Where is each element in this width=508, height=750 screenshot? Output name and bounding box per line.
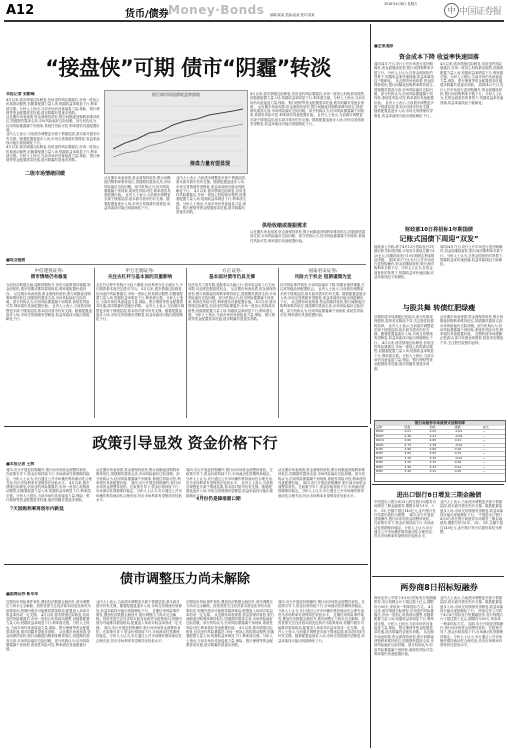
lead-right-text-2	[250, 230, 366, 254]
middle-col-3	[186, 468, 274, 560]
opinion-text-3	[188, 283, 276, 413]
repo-table-cell: 2.36	[403, 434, 428, 438]
right-column-divider-lower	[370, 428, 371, 748]
repo-table-cell: 3.05	[428, 452, 453, 456]
lead-para2-text: 从近期市场表现看,资金面保持宽松,银行间隔夜回购利率维持低位,国债期货震荡走高,市场风险偏好边际回暖。部分机构认为,信用风险暴露属个别现象,系统性风险可控,利率债仍具备配置价值。	[6, 115, 100, 133]
convertible-text-b: 业内人士表示,当前债市调整更多源于情绪层面,基本面对债市仍有支撑。随着配置盘逐步入场,市场交易情绪有望修复,收益率曲线可能出现陡峭化下行。	[374, 323, 434, 345]
right-mid-text	[374, 500, 436, 572]
repo-table	[375, 426, 505, 474]
opinion-divider-2	[186, 268, 187, 418]
middle-col-2-b: 周四,央行开展逆回购操作,银行间市场资金面整体宽松。在政策引导下,资金价格持续下行,市场流动性预期保持稳定。分析人士认为,央行通过公开市场操作维持流动性合理充裕,货币市场利率有望保持在较低水平。	[96, 480, 182, 503]
bond-box-subtitle: 记账式国债下周迎“双发”	[399, 235, 479, 243]
right-text-a: 周四(4月7日),央行公开市场进行逆回购操作,资金面继续宽松,银行间回购利率多数下行。分析人士认为,在资金面宽松的背景下,短端收益率快速回落,收益率曲线趋于陡峭化。	[374, 62, 434, 84]
lead-para3-text: 业内人士表示,当前债市调整更多源于情绪层面,基本面对债市仍有支撑。随着配置盘逐步入场,市场交易情绪有望修复,收益率曲线可能出现陡峭化下行。	[6, 132, 100, 145]
middle-subhead-1: 7天回购利率再创年内新低	[10, 507, 64, 512]
middle-col-4-b: 周四,央行开展逆回购操作,银行间市场资金面整体宽松。在政策引导下,资金价格持续下行,市场流动性预期保持稳定。分析人士认为,央行通过公开市场操作维持流动性合理充裕,货币市场利率有望保持在较低水平。	[278, 480, 366, 498]
lead-subhead-3: 供给收缩或提振需求	[262, 223, 308, 229]
repo-table-cell: 3.22	[428, 461, 453, 465]
repo-table-cell: 0.00	[454, 470, 482, 474]
repo-table-cell: R6M	[375, 465, 403, 469]
bond-box-text-b: 周四(4月7日),央行公开市场进行逆回购操作,资金面继续宽松,银行间回购利率多数下行。分析人士认为,在资金面宽松的背景下,短端收益率快速回落,收益率曲线趋于陡峭化。	[374, 257, 434, 280]
repo-table-cell: 0.02	[454, 452, 482, 456]
right-bottom-headline: 两券商8日招标短融券	[400, 583, 478, 592]
right-bottom-text-c: 从近期市场表现看,资金面保持宽松,银行间隔夜回购利率维持低位,国债期货震荡走高,市场风险偏好边际回暖。部分机构认为,信用风险暴露属个别现象,系统性风险可控,利率债仍具备配置价值。	[374, 630, 434, 656]
opinion-divider-3	[278, 268, 279, 418]
middle-col-3-a: 周四,央行开展逆回购操作,银行间市场资金面整体宽松。在政策引导下,资金价格持续下行,市场流动性预期保持稳定。分析人士认为,央行通过公开市场操作维持流动性合理充裕,货币市场利率有望保持在较低水平。	[186, 468, 273, 485]
right-mid-text-b: 周四,央行开展逆回购操作,银行间市场资金面整体宽松。在政策引导下,资金价格持续下行,市场流动性预期保持稳定。分析人士认为,央行通过公开市场操作维持流动性合理充裕,货币市场利率有望保持在较低水平。	[374, 512, 434, 539]
repo-table-cell: —	[482, 434, 505, 438]
repo-table-row	[375, 470, 505, 474]
convertible-text-d: 从近期市场表现看,资金面保持宽松,银行间隔夜回购利率维持低位,国债期货震荡走高,市场风险偏好边际回暖。部分机构认为,信用风险暴露属个别现象,系统性风险可控,利率债仍具备配置价值。	[440, 315, 504, 337]
convertible-text	[374, 315, 436, 415]
page-number: A12	[6, 3, 35, 18]
lead-para1-repeat: 4月以来,债市情绪边际修复,信用违约风险暴露后,市场一度担心机构被动抛售,但随着配置力量入场,短端收益率明显下行,利率债走强。分析人士指出,当前市场仍具备接盘力量,保险、银行理财等资金配置需求旺盛,债市阴霾有望逐步消散。	[6, 145, 100, 163]
repo-table-cell: 2.65	[428, 439, 453, 443]
repo-table-cell: R4M	[375, 461, 403, 465]
opinion-text-1c: 业内人士表示,当前债市调整更多源于情绪层面,基本面对债市仍有支撑。随着配置盘逐步入场,市场交易情绪有望修复,收益率曲线可能出现陡峭化下行。	[6, 304, 92, 322]
opinion-title-4: 风险大于机会 短期谨慎为宜	[294, 275, 352, 280]
bottom-tag: ■国海证券 靳毕华	[6, 592, 39, 596]
lead-headline: “接盘侠”可期 债市“阴霾”转淡	[45, 56, 331, 80]
right-text-d: 4月以来,债市情绪边际修复,信用违约风险暴露后,市场一度担心机构被动抛售,但随着配置力量入场,短端收益率明显下行,利率债走强。分析人士指出,当前市场仍具备接盘力量,保险、银行理财等资金配置需求旺盛,债市阴霾有望逐步消散。	[440, 62, 504, 88]
bond-box-text-a: 财政部公告称,将于4月13日招标发行1年期记账式贴现国债,计划发行面值总额为120亿元,同期将续发行10年期固定利率附息国债。	[374, 245, 435, 262]
right-mid-text-a: 中国进出口银行4月8日将在银行间债券市场增发三期金融债券,期限分别为1年、3年、5年,总额不超过140亿元,业内预计发行结果仍将较为理想。	[374, 500, 436, 517]
repo-table-cell: -0.02	[454, 443, 482, 447]
middle-col-4-a: 从近期市场表现看,资金面保持宽松,银行间隔夜回购利率维持低位,国债期货震荡走高,市场风险偏好边际回暖。部分机构认为,信用风险暴露属个别现象,系统性风险可控,利率债仍具备配置价值。	[278, 468, 366, 485]
bottom-col-1-b: 4月以来,债市情绪边际修复,信用违约风险暴露后,市场一度担心机构被动抛售,但随着配置力量入场,短端收益率明显下行,利率债走强。分析人士指出,当前市场仍具备接盘力量,保险、银行理财等资金配置需求旺盛,债市阴霾有望逐步消散。	[6, 612, 90, 635]
lead-para1-text: 4月以来,债市情绪边际修复,信用违约风险暴露后,市场一度担心机构被动抛售,但随着配置力量入场,短端收益率明显下行,利率债走强。分析人士指出,当前市场仍具备接盘力量,保险、银行理财等资金配置需求旺盛,债市阴霾有望逐步消散。	[6, 98, 100, 115]
opinion-title-3: 基本面对债市仍具支撑	[209, 275, 255, 280]
right-bottom-text-b: 4月以来,债市情绪边际修复,信用违约风险暴露后,市场一度担心机构被动抛售,但随着配置力量入场,短端收益率明显下行,利率债走强。分析人士指出,当前市场仍具备接盘力量,保险、银行理财等资金配置需求旺盛,债市阴霾有望逐步消散。	[374, 604, 434, 635]
repo-table-cell: -0.01	[454, 456, 482, 460]
repo-table-cell: 2.01	[403, 430, 428, 434]
lead-subhead-2: 接盘力量有望显现	[190, 161, 231, 167]
bottom-col-4-b: 近期信用风险事件频发,叠加经济数据企稳回升,债市调整压力尚未完全解除。投资者需关注经济基本面变化和货币政策取向,短期内债市可能维持震荡格局,配置盘入场或对收益率形成一定支撑。	[278, 612, 365, 630]
right-mid-text-c: 业内人士表示,当前债市调整更多源于情绪层面,基本面对债市仍有支撑。随着配置盘逐步入场,市场交易情绪有望修复,收益率曲线可能出现陡峭化下行。	[440, 500, 504, 517]
middle-col-4	[278, 468, 366, 560]
repo-table-title: 银行间债券市场质押式回购利率	[375, 421, 505, 426]
right-bottom-text-d: 业内人士表示,当前债市调整更多源于情绪层面,基本面对债市仍有支撑。随着配置盘逐步入场,市场交易情绪有望修复,收益率曲线可能出现陡峭化下行。	[440, 596, 504, 613]
opinion-text-4a: 信用风险事件频发,市场风险偏好下降,短期宜保持谨慎,关注高等级品种配置机会。	[280, 283, 365, 292]
opinion-text-2a: 去杠杆过程中机构行为趋于谨慎,信用利差存在走阔压力,中长期看基本面决定债市方向。	[96, 283, 183, 292]
repo-table-cell: 2.95	[428, 448, 453, 452]
repo-table-cell: 3.15	[428, 456, 453, 460]
bottom-col-2-c: 周四,央行开展逆回购操作,银行间市场资金面整体宽松。在政策引导下,资金价格持续下行,市场流动性预期保持稳定。分析人士认为,央行通过公开市场操作维持流动性合理充裕,货币市场利率有望保持在较低水平。	[96, 625, 182, 643]
repo-table-cell: 2.73	[403, 443, 428, 447]
opinion-title-2: 关注去杠杆与基本面的双重影响	[107, 275, 173, 280]
repo-table-box	[374, 420, 506, 482]
convertible-text-c: 4月以来,债市情绪边际修复,信用违约风险暴露后,市场一度担心机构被动抛售,但随着配置力量入场,短端收益率明显下行,利率债走强。分析人士指出,当前市场仍具备接盘力量,保险、银行理财等资金配置需求旺盛,债市阴霾有望逐步消散。	[374, 340, 434, 371]
convertible-headline: 与股共舞 转债红肥绿瘦	[402, 304, 476, 312]
repo-table-cell: —	[482, 470, 505, 474]
bottom-rule	[4, 564, 368, 565]
repo-table-cell: 3.20	[403, 461, 428, 465]
right-bottom-text-2	[440, 596, 504, 746]
col-header: 成交	[482, 426, 505, 430]
bottom-col-4	[278, 600, 366, 746]
bond-box-text	[374, 245, 436, 300]
bond-box-title: 财政部10日将招标1年期国债	[405, 227, 473, 233]
col-header: 收盘	[403, 426, 428, 430]
convertible-text-2	[440, 315, 504, 415]
repo-table-cell: 3.00	[403, 452, 428, 456]
middle-col-2-a: 从近期市场表现看,资金面保持宽松,银行间隔夜回购利率维持低位,国债期货震荡走高,市场风险偏好边际回暖。部分机构认为,信用风险暴露属个别现象,系统性风险可控,利率债仍具备配置价值。	[96, 468, 181, 485]
col-header: 涨跌	[454, 426, 482, 430]
opinion-box-3	[188, 268, 276, 418]
repo-table-cell: -0.04	[454, 434, 482, 438]
opinion-text-3b: 从近期市场表现看,资金面保持宽松,银行间隔夜回购利率维持低位,国债期货震荡走高,市场风险偏好边际回暖。部分机构认为,信用风险暴露属个别现象,系统性风险可控,利率债仍具备配置价值。	[188, 287, 276, 305]
lead-right-para2: 从近期市场表现看,资金面保持宽松,银行间隔夜回购利率维持低位,国债期货震荡走高,市场风险偏好边际回暖。部分机构认为,信用风险暴露属个别现象,系统性风险可控,利率债仍具备配置价值。	[250, 104, 365, 118]
repo-table-cell: —	[482, 448, 505, 452]
right-column-divider	[370, 24, 371, 424]
lead-center-text-2	[176, 176, 246, 254]
repo-table-cell: —	[482, 430, 505, 434]
repo-table-cell: 2.02	[428, 430, 453, 434]
lead-subhead-1: 二级市场情绪回暖	[25, 171, 66, 177]
bottom-col-1	[6, 600, 92, 746]
repo-table-cell: R2M	[375, 452, 403, 456]
lead-center-para3: 业内人士表示,当前债市调整更多源于情绪层面,基本面对债市仍有支撑。随着配置盘逐步入场,市场交易情绪有望修复,收益率曲线可能出现陡峭化下行。	[176, 176, 246, 193]
opinion-text-1b: 从近期市场表现看,资金面保持宽松,银行间隔夜回购利率维持低位,国债期货震荡走高,市场风险偏好边际回暖。部分机构认为,信用风险暴露属个别现象,系统性风险可控,利率债仍具备配置价值。	[6, 291, 91, 309]
opinion-text-4	[280, 283, 366, 413]
lead-right-text	[250, 92, 366, 222]
bond-box-text-c: 周四(4月7日),央行公开市场进行逆回购操作,资金面继续宽松,银行间回购利率多数下行。分析人士认为,在资金面宽松的背景下,短端收益率快速回落,收益率曲线趋于陡峭化。	[440, 245, 504, 267]
repo-table-cell: R021	[375, 443, 403, 447]
middle-col-1	[6, 468, 92, 560]
bottom-col-3	[186, 600, 274, 746]
opinion-text-3c: 4月以来,债市情绪边际修复,信用违约风险暴露后,市场一度担心机构被动抛售,但随着配置力量入场,短端收益率明显下行,利率债走强。分析人士指出,当前市场仍具备接盘力量,保险、银行理财等资金配置需求旺盛,债市阴霾有望逐步消散。	[188, 300, 276, 322]
bottom-col-2-b: 近期信用风险事件频发,叠加经济数据企稳回升,债市调整压力尚未完全解除。投资者需关注经济基本面变化和货币政策取向,短期内债市可能维持震荡格局,配置盘入场或对收益率形成一定支撑。	[96, 608, 182, 630]
middle-col-2	[96, 468, 182, 560]
repo-table-cell: 2.90	[403, 448, 428, 452]
bottom-col-2-a: 业内人士表示,当前债市调整更多源于情绪层面,基本面对债市仍有支撑。随着配置盘逐步入场,市场交易情绪有望修复,收益率曲线可能出现陡峭化下行。	[96, 600, 182, 613]
bottom-col-3-b: 从近期市场表现看,资金面保持宽松,银行间隔夜回购利率维持低位,国债期货震荡走高,市场风险偏好边际回暖。部分机构认为,信用风险暴露属个别现象,系统性风险可控,利率债仍具备配置价值。	[186, 612, 274, 630]
right-bottom-text-a: 两家证券公司将于4月8日招标发行短期融资券,发行规模合计不超过数十亿元,期限均为90天,采取单一利率招标方式。	[374, 596, 436, 609]
opinion-org-1: 中信建投证券:	[34, 269, 64, 274]
middle-col-1-a: 周四,央行开展逆回购操作,银行间市场资金面整体宽松。在政策引导下,资金价格持续下行,市场流动性预期保持稳定。分析人士认为,央行通过公开市场操作维持流动性合理充裕,货币市场利率有望保持在较低水平。	[6, 468, 92, 485]
bottom-col-4-c: 业内人士表示,当前债市调整更多源于情绪层面,基本面对债市仍有支撑。随着配置盘逐步入场,市场交易情绪有望修复,收益率曲线可能出现陡峭化下行。	[278, 625, 365, 643]
right-headline: 资金成本下降 收益率快速回落	[398, 54, 480, 61]
repo-table-cell: R001	[375, 430, 403, 434]
repo-table-cell: 0.00	[454, 448, 482, 452]
middle-tag: ■本报记者 王辉	[6, 462, 35, 466]
opinion-text-1a: 当前经济数据企稳,通胀预期抬升,但货币政策保持稳健,资金面宽松,债市短期或维持震荡格局,利率债配置价值仍存。	[6, 283, 91, 296]
opinion-text-3a: 经济复苏力度有限,通胀难以大幅上行,债市收益率上行空间有限,可适度把握波段机会。	[188, 283, 275, 292]
opinion-text-1	[6, 283, 92, 413]
repo-table-cell: 0.01	[454, 465, 482, 469]
lead-center-para4: 4月以来,债市情绪边际修复,信用违约风险暴露后,市场一度担心机构被动抛售,但随着配置力量入场,短端收益率明显下行,利率债走强。分析人士指出,当前市场仍具备接盘力量,保险、银行理财等资金配置需求旺盛,债市阴霾有望逐步消散。	[176, 188, 246, 215]
repo-table-cell: R014	[375, 439, 403, 443]
repo-table-cell: 2.41	[428, 434, 453, 438]
repo-table-cell: 3.30	[403, 465, 428, 469]
right-mid-text-2	[440, 500, 504, 572]
repo-table-cell: R007	[375, 434, 403, 438]
repo-table-cell: —	[482, 461, 505, 465]
chart-caption: 银行间市场国债收益率曲线	[152, 92, 200, 97]
lead-right-para3: 业内人士表示,当前债市调整更多源于情绪层面,基本面对债市仍有支撑。随着配置盘逐步入场,市场交易情绪有望修复,收益率曲线可能出现陡峭化下行。	[250, 113, 365, 127]
bottom-col-1-c: 从近期市场表现看,资金面保持宽松,银行间隔夜回购利率维持低位,国债期货震荡走高,市场风险偏好边际回暖。部分机构认为,信用风险暴露属个别现象,系统性风险可控,利率债仍具备配置价值。	[6, 630, 91, 652]
repo-table-cell: —	[482, 452, 505, 456]
opinion-text-4c: 从近期市场表现看,资金面保持宽松,银行间隔夜回购利率维持低位,国债期货震荡走高,市场风险偏好边际回暖。部分机构认为,信用风险暴露属个别现象,系统性风险可控,利率债仍具备配置价值。	[280, 300, 365, 318]
repo-table-cell: —	[482, 439, 505, 443]
opinion-org-4: 国泰君安证券:	[308, 269, 338, 274]
opinion-org-2: 申万宏源证券:	[125, 269, 155, 274]
col-header: 加权	[428, 426, 453, 430]
opinion-box-1	[6, 268, 92, 418]
repo-table-cell: 0.00	[454, 461, 482, 465]
section-english: Money·Bonds	[168, 3, 265, 17]
middle-col-3-b: 业内人士表示,当前债市调整更多源于情绪层面,基本面对债市仍有支撑。随着配置盘逐步入场,市场交易情绪有望修复,收益率曲线可能出现陡峭化下行。	[186, 480, 273, 498]
repo-table-cell: —	[482, 443, 505, 447]
opinions-rule	[6, 264, 366, 265]
repo-table-cell: 2.60	[403, 439, 428, 443]
convertible-text-e: 近期转债市场跟随正股波动,部分转债表现强势,投资者宜精选个券,关注股性较强的品种。	[440, 332, 504, 345]
bottom-col-1-a: 近期信用风险事件频发,叠加经济数据企稳回升,债市调整压力尚未完全解除。投资者需关注经济基本面变化和货币政策取向,短期内债市可能维持震荡格局,配置盘入场或对收益率形成一定支撑。	[6, 600, 91, 617]
bottom-col-2	[96, 600, 182, 746]
right-text-b: 从近期市场表现看,资金面保持宽松,银行间隔夜回购利率维持低位,国债期货震荡走高,市场风险偏好边际回暖。部分机构认为,信用风险暴露属个别现象,系统性风险可控,利率债仍具备配置价值。	[374, 79, 434, 105]
bottom-col-3-a: 近期信用风险事件频发,叠加经济数据企稳回升,债市调整压力尚未完全解除。投资者需关注经济基本面变化和货币政策取向,短期内债市可能维持震荡格局,配置盘入场或对收益率形成一定支撑。	[186, 600, 273, 617]
lead-center-para2: 业内人士表示,当前债市调整更多源于情绪层面,基本面对债市仍有支撑。随着配置盘逐步入场,市场交易情绪有望修复,收益率曲线可能出现陡峭化下行。	[104, 193, 171, 211]
right-mid-text-d: 中国进出口银行4月8日将在银行间债券市场增发三期金融债券,期限分别为1年、3年、5年,总额不超过140亿元,业内预计发行结果仍将较为理想。	[440, 512, 503, 535]
opinion-title-1: 债市情绪仍有修复	[30, 275, 68, 280]
repo-table-cell: R1M	[375, 448, 403, 452]
opinion-text-4b: 业内人士表示,当前债市调整更多源于情绪层面,基本面对债市仍有支撑。随着配置盘逐步入场,市场交易情绪有望修复,收益率曲线可能出现陡峭化下行。	[280, 287, 366, 305]
bond-box-text-2	[440, 245, 504, 300]
section-title: 货币/债券	[125, 9, 169, 20]
lead-right-para4: 从近期市场表现看,资金面保持宽松,银行间隔夜回购利率维持低位,国债期货震荡走高,市场风险偏好边际回暖。部分机构认为,信用风险暴露属个别现象,系统性风险可控,利率债仍具备配置价值。	[250, 230, 366, 243]
repo-table-cell: 3.41	[428, 470, 453, 474]
right-bottom-rule	[372, 576, 504, 577]
middle-rule	[4, 426, 368, 427]
repo-table-cell: —	[482, 456, 505, 460]
header-rule	[4, 20, 504, 22]
right-text	[374, 62, 436, 222]
lead-center-text	[104, 176, 172, 254]
right-bottom-text-f: 周四,央行开展逆回购操作,银行间市场资金面整体宽松。在政策引导下,资金价格持续下行,市场流动性预期保持稳定。分析人士认为,央行通过公开市场操作维持流动性合理充裕,货币市场利率有望保持在较低水平。	[440, 621, 504, 648]
middle-subhead-2: 4月份仍是降准窗口期	[196, 497, 241, 502]
logo-mark: 中	[444, 3, 459, 18]
repo-table-cell: -0.01	[454, 430, 482, 434]
lead-center-para: 从近期市场表现看,资金面保持宽松,银行间隔夜回购利率维持低位,国债期货震荡走高,市场风险偏好边际回暖。部分机构认为,信用风险暴露属个别现象,系统性风险可控,利率债仍具备配置价值。	[104, 176, 171, 198]
opinion-text-2	[96, 283, 184, 413]
editor-line: 编辑:某某 美编:某某 校对:某某	[270, 13, 315, 17]
repo-table-cell: 3.32	[428, 465, 453, 469]
right-text-2	[440, 62, 504, 222]
repo-table-cell: 2.78	[428, 443, 453, 447]
date-line: 2016年4月8日 星期五	[384, 2, 418, 6]
opinion-org-3: 方正证券:	[222, 269, 242, 274]
middle-col-1-b: 4月以来,债市情绪边际修复,信用违约风险暴露后,市场一度担心机构被动抛售,但随着配置力量入场,短端收益率明显下行,利率债走强。分析人士指出,当前市场仍具备接盘力量,保险、银行理财等资金配置需求旺盛,债市阴霾有望逐步消散。	[6, 480, 91, 503]
lead-right-para1: 4月以来,债市情绪边际修复,信用违约风险暴露后,市场一度担心机构被动抛售,但随着配置力量入场,短端收益率明显下行,利率债走强。分析人士指出,当前市场仍具备接盘力量,保险、银行理财等资金配置需求旺盛,债市阴霾有望逐步消散。	[250, 92, 366, 109]
right-text-c: 业内人士表示,当前债市调整更多源于情绪层面,基本面对债市仍有支撑。随着配置盘逐步入场,市场交易情绪有望修复,收益率曲线可能出现陡峭化下行。	[374, 100, 434, 118]
bottom-headline: 债市调整压力尚未解除	[119, 572, 250, 587]
right-bottom-text	[374, 596, 436, 746]
right-mid-headline: 进出口银行8日增发三期金融债	[396, 492, 482, 499]
bottom-col-3-c: 4月以来,债市情绪边际修复,信用违约风险暴露后,市场一度担心机构被动抛售,但随着配置力量入场,短端收益率明显下行,利率债走强。分析人士指出,当前市场仍具备接盘力量,保险、银行理财等资金配置需求旺盛,债市阴霾有望逐步消散。	[186, 625, 274, 647]
repo-table-cell: 3.10	[403, 456, 428, 460]
opinion-text-2b: 4月以来,债市情绪边际修复,信用违约风险暴露后,市场一度担心机构被动抛售,但随着配置力量入场,短端收益率明显下行,利率债走强。分析人士指出,当前市场仍具备接盘力量,保险、银行理财等资金配置需求旺盛,债市阴霾有望逐步消散。	[96, 287, 183, 309]
opinion-divider-1	[94, 268, 95, 418]
middle-headline: 政策引导显效 资金价格下行	[92, 434, 278, 452]
lead-byline: 本报记者 张勤峰	[6, 92, 35, 96]
col-header: 品种	[375, 426, 403, 430]
convertible-text-a: 近期转债市场跟随正股波动,部分转债表现强势,投资者宜精选个券,关注股性较强的品种。	[374, 315, 434, 328]
right-mid-rule	[372, 484, 504, 485]
opinion-text-2c: 业内人士表示,当前债市调整更多源于情绪层面,基本面对债市仍有支撑。随着配置盘逐步入场,市场交易情绪有望修复,收益率曲线可能出现陡峭化下行。	[96, 304, 184, 322]
right-text-e: 周四(4月7日),央行公开市场进行逆回购操作,资金面继续宽松,银行间回购利率多数下行。分析人士认为,在资金面宽松的背景下,短端收益率快速回落,收益率曲线趋于陡峭化。	[440, 83, 504, 105]
opinions-tag: ■观点链接	[6, 258, 26, 262]
masthead: 中国证券报	[459, 7, 502, 17]
right-tag: ■全景追踪	[374, 44, 394, 48]
opinion-box-2	[96, 268, 184, 418]
repo-table-cell: 3.40	[403, 470, 428, 474]
bottom-col-4-a: 周四,央行开展逆回购操作,银行间市场资金面整体宽松。在政策引导下,资金价格持续下行,市场流动性预期保持稳定。分析人士认为,央行通过公开市场操作维持流动性合理充裕,货币市场利率有望保持在较低水平。	[278, 600, 365, 617]
right-bottom-text-e: 两家证券公司将于4月8日招标发行短期融资券,发行规模合计不超过数十亿元,期限均为90天,采取单一利率招标方式。	[440, 608, 504, 626]
opinion-box-4	[280, 268, 366, 418]
repo-table-cell: —	[482, 465, 505, 469]
repo-table-cell: R3M	[375, 456, 403, 460]
repo-table-cell: R9M	[375, 470, 403, 474]
repo-table-cell: 0.01	[454, 439, 482, 443]
